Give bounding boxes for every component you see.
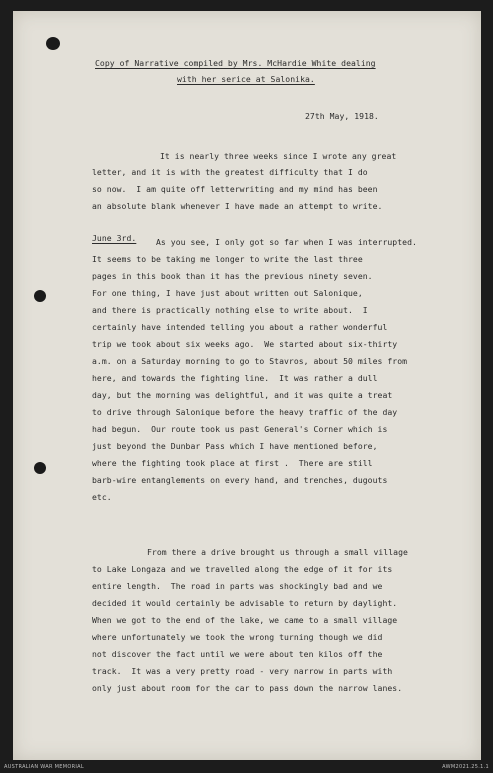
paragraph-3-line: only just about room for the car to pass down the narrow lanes. [92, 683, 403, 693]
paragraph-2-line: For one thing, I have just about written out Salonique, [92, 288, 363, 298]
paragraph-1-line: letter, and it is with the greatest difficulty that I do [92, 167, 368, 177]
paragraph-3-line: When we got to the end of the lake, we came to a small village [92, 615, 398, 625]
punch-hole-bottom [34, 462, 46, 474]
archive-credit: AUSTRALIAN WAR MEMORIAL [4, 764, 84, 770]
paragraph-2-line: day, but the morning was delightful, and it was quite a treat [92, 390, 393, 400]
paragraph-2-line: here, and towards the fighting line. It was rather a dull [92, 373, 378, 383]
paragraph-2-line: As you see, I only got so far when I was interrupted. [156, 237, 417, 247]
document-page [13, 11, 481, 760]
paragraph-2-line: certainly have intended telling you about a rather wonderful [92, 322, 388, 332]
paragraph-2-line: where the fighting took place at first . There are still [92, 458, 373, 468]
paragraph-2-line: trip we took about six weeks ago. We started about six-thirty [92, 339, 398, 349]
paragraph-2-line: barb-wire entanglements on every hand, and trenches, dugouts [92, 475, 388, 485]
paragraph-3-line: track. It was a very pretty road - very narrow in parts with [92, 666, 393, 676]
paragraph-2-line: and there is practically nothing else to write about. I [92, 305, 368, 315]
paragraph-3-line: not discover the fact until we were about ten kilos off the [92, 649, 383, 659]
entry-date-label: June 3rd. [92, 233, 137, 243]
paragraph-3-line: From there a drive brought us through a small village [147, 547, 408, 557]
paragraph-3-line: decided it would certainly be advisable to return by daylight. [92, 598, 398, 608]
paragraph-2-line: had begun. Our route took us past General's Corner which is [92, 424, 388, 434]
punch-hole-top [46, 37, 60, 50]
paragraph-3-line: entire length. The road in parts was shockingly bad and we [92, 581, 383, 591]
paragraph-2-line: pages in this book than it has the previous ninety seven. [92, 271, 373, 281]
paragraph-2-line: to drive through Salonique before the heavy traffic of the day [92, 407, 398, 417]
paragraph-2-line: a.m. on a Saturday morning to go to Stavros, about 50 miles from [92, 356, 408, 366]
paragraph-2-line: etc. [92, 492, 112, 502]
paragraph-2-line: It seems to be taking me longer to write the last three [92, 254, 363, 264]
paragraph-2-line: just beyond the Dunbar Pass which I have mentioned before, [92, 441, 378, 451]
document-title-line-1: Copy of Narrative compiled by Mrs. McHardie White dealing [95, 58, 376, 68]
archive-reference: AWM2021.25.1.1 [442, 764, 489, 770]
paragraph-3-line: to Lake Longaza and we travelled along the edge of it for its [92, 564, 393, 574]
paragraph-1-line: an absolute blank whenever I have made an attempt to write. [92, 201, 383, 211]
paragraph-1-line: so now. I am quite off letterwriting and my mind has been [92, 184, 378, 194]
paragraph-1-line: It is nearly three weeks since I wrote any great [160, 151, 397, 161]
document-date: 27th May, 1918. [305, 111, 379, 121]
document-title-line-2: with her serice at Salonika. [177, 74, 315, 84]
paragraph-3-line: where unfortunately we took the wrong turning though we did [92, 632, 383, 642]
punch-hole-middle [34, 290, 46, 302]
